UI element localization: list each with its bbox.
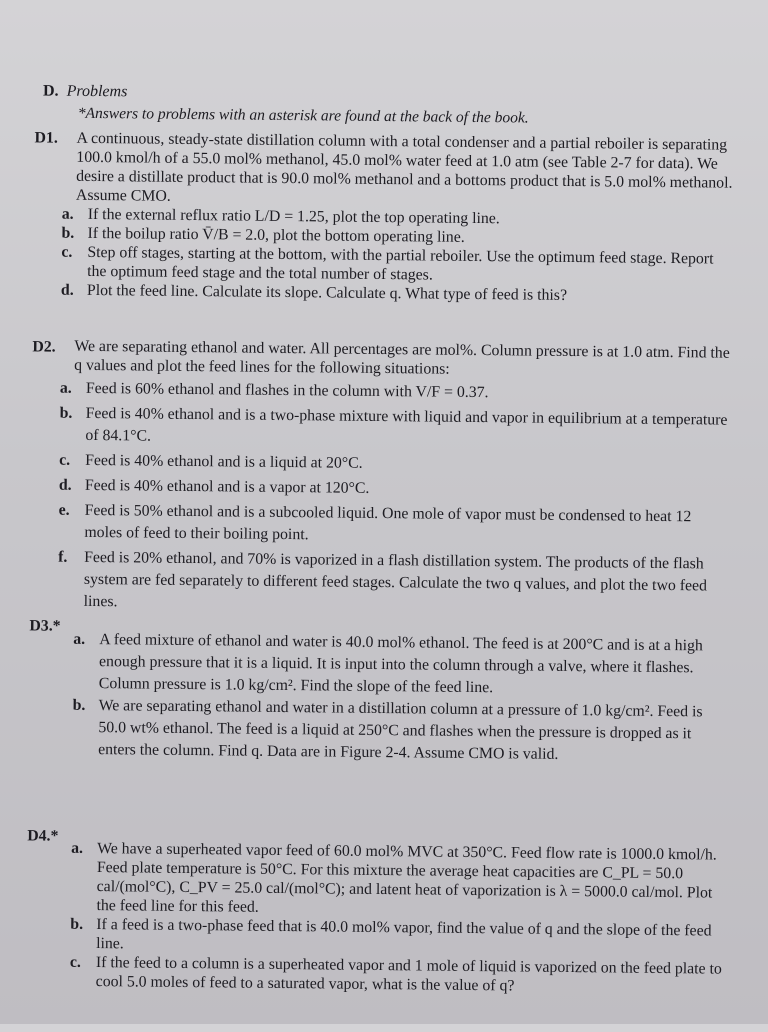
problem-parts: [26, 826, 728, 997]
problem-d3: [28, 616, 729, 767]
part-label: d.: [58, 476, 72, 494]
problem-number: D3.*: [29, 617, 61, 635]
problem-part: [58, 547, 731, 620]
problem-text: We are separating ethanol and water. All percentages are mol%. Column pressure is at 1.0 atm. Find the q values and plot the feed lines for the following situations:: [74, 337, 730, 378]
part-label: f.: [58, 548, 68, 566]
part-label: c.: [59, 451, 71, 469]
part-text: Plot the feed line. Calculate its slope. Calculate q. What type of feed is this?: [86, 281, 568, 304]
part-text: If the feed to a column is a superheated vapor and 1 mole of liquid is vaporized on the feed plate to cool 5.0 moles of feed to a saturated vapor, what is the value of q?: [95, 954, 722, 995]
part-text: We have a superheated vapor feed of 60.0 mol% MVC at 350°C. Feed flow rate is 1000.0 kmol/h. Feed plate temperature is 50°C. For this mixture the average heat capacities are C_PL = 50.0 cal/(mol°C), C_PV = 25.0 cal/(mol°C); and latent heat of vaporization is λ = 5000.0 cal/mol. Plot the feed line for this feed.: [96, 840, 717, 916]
problem-parts: [30, 377, 732, 619]
problem-number: D1.: [34, 129, 58, 147]
problem-part: [70, 953, 726, 998]
problem-number: D4.*: [27, 827, 59, 845]
problem-d4: [26, 826, 728, 997]
problem-part: [73, 629, 730, 702]
part-text: Feed is 40% ethanol and is a two-phase mixture with liquid and vapor in equilibrium at a temperature of 84.1°C.: [85, 404, 728, 445]
problem-part: [59, 450, 731, 479]
problem-parts: [28, 616, 729, 767]
part-text: If the boilup ratio V̄/B = 2.0, plot the bottom operating line.: [87, 224, 465, 246]
part-label: b.: [59, 404, 73, 422]
part-text: If a feed is a two-phase feed that is 40.0 mol% vapor, find the value of q and the slope of the feed line.: [96, 916, 712, 953]
part-label: c.: [61, 243, 73, 261]
part-text: A feed mixture of ethanol and water is 40.0 mol% ethanol. The feed is at 200°C and is at a high enough pressure that it is a liquid. It is input into the column through a valve, where it flashes. Column pressure is 1.0 kg/cm². Find the slope of the feed line.: [98, 631, 703, 697]
part-text: Feed is 60% ethanol and flashes in the column with V/F = 0.37.: [85, 379, 489, 402]
part-text: Feed is 20% ethanol, and 70% is vaporized in a flash distillation system. The products of the flash system are fed separately to different feed stages. Calculate the two q values, and plot the two feed lines.: [83, 548, 708, 611]
problem-parts: [33, 204, 734, 306]
section-title: Problems: [66, 82, 128, 101]
problem-part: [58, 500, 730, 551]
answers-note: *Answers to problems with an asterisk are found at the back of the book.: [77, 104, 529, 127]
part-text: Feed is 40% ethanol and is a liquid at 20°C.: [85, 451, 363, 472]
part-label: e.: [58, 501, 70, 519]
problem-part: [59, 403, 731, 454]
part-label: b.: [70, 915, 84, 933]
problem-d1: [33, 128, 735, 306]
section-heading: [43, 82, 127, 101]
part-label: d.: [60, 281, 74, 299]
problem-text: A continuous, steady-state distillation column with a total condenser and a partial reboiler is separating 100.0 kmol/h of a 55.0 mol% methanol, 45.0 mol% water feed at 1.0 atm (see Table 2-7 for data). We desire a distillate product that is 90.0 mol% methanol and a bottoms product that is 5.0 mol% methanol. Assume CMO.: [75, 129, 733, 205]
part-label: a.: [73, 630, 86, 648]
part-text: Feed is 50% ethanol and is a subcooled liquid. One mole of vapor must be condensed to heat 12 moles of feed to their boiling point.: [84, 501, 692, 544]
problem-d2: [30, 336, 733, 619]
part-label: c.: [69, 953, 81, 971]
part-text: Feed is 40% ethanol and is a vapor at 120°C.: [84, 476, 370, 497]
part-label: a.: [71, 839, 84, 857]
problem-part: [72, 695, 729, 768]
section-letter: D.: [42, 82, 59, 100]
part-text: If the external reflux ratio L/D = 1.25, plot the top operating line.: [87, 205, 500, 228]
part-text: We are separating ethanol and water in a distillation column at a pressure of 1.0 kg/cm². Feed is 50.0 wt% ethanol. The feed is a liquid at 250°C and flashes when the pressure is dropped as it enters the column. Find q. Data are in Figure 2-4. Assume CMO is valid.: [98, 697, 703, 763]
problem-number: D2.: [32, 338, 56, 356]
part-text: Step off stages, starting at the bottom, with the partial reboiler. Use the optimum feed stage. Report the optimum feed stage and the total number of stages.: [87, 243, 714, 284]
problem-part: [60, 378, 732, 407]
part-label: a.: [61, 205, 74, 223]
part-label: a.: [59, 379, 72, 397]
part-label: b.: [72, 696, 86, 714]
part-label: b.: [61, 224, 75, 242]
problem-part: [70, 839, 727, 922]
problem-part: [59, 475, 731, 504]
